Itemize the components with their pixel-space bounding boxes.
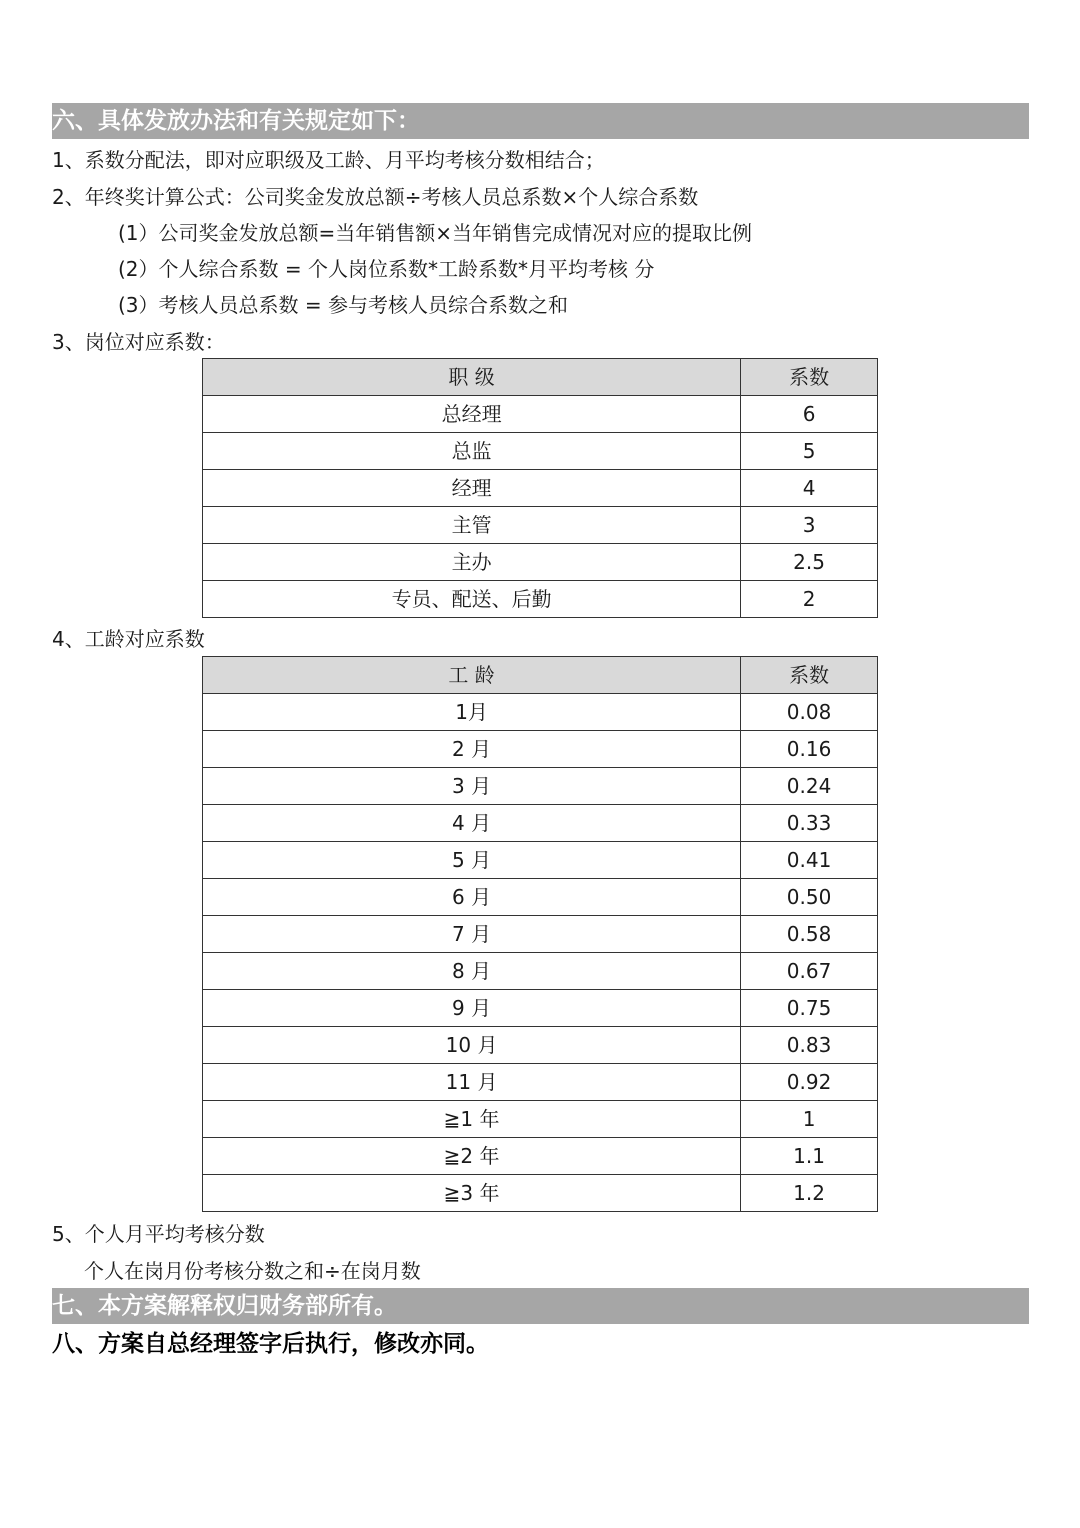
rule-item-3: 3、岗位对应系数： xyxy=(52,330,225,354)
table-row xyxy=(203,916,878,953)
row-value-cell: 0.33 xyxy=(741,805,878,842)
table-header-row xyxy=(203,657,878,694)
row-value-cell: 4 xyxy=(741,470,878,507)
row-label-cell: 3 月 xyxy=(203,768,741,805)
row-value-cell: 1.1 xyxy=(741,1138,878,1175)
row-label-cell: ≧1 年 xyxy=(203,1101,741,1138)
rule-item-5: 5、个人月平均考核分数 xyxy=(52,1222,265,1246)
table-row xyxy=(203,544,878,581)
table-header-row xyxy=(203,359,878,396)
row-label-cell: 经理 xyxy=(203,470,741,507)
row-value-cell: 6 xyxy=(741,396,878,433)
formula-sub-2: (2）个人综合系数 = 个人岗位系数*工龄系数*月平均考核 分 xyxy=(118,257,655,281)
row-label-cell: 主办 xyxy=(203,544,741,581)
seniority-coefficient-table xyxy=(202,656,878,1212)
row-value-cell: 0.58 xyxy=(741,916,878,953)
row-label-cell: 5 月 xyxy=(203,842,741,879)
row-label-cell: 主管 xyxy=(203,507,741,544)
formula-sub-1: (1）公司奖金发放总额=当年销售额×当年销售完成情况对应的提取比例 xyxy=(118,221,753,245)
row-label-cell: 1月 xyxy=(203,694,741,731)
row-label-cell: 9 月 xyxy=(203,990,741,1027)
section-7-heading: 七、本方案解释权归财务部所有。 xyxy=(52,1288,1029,1324)
row-value-cell: 0.67 xyxy=(741,953,878,990)
column-header-coefficient: 系数 xyxy=(741,657,878,694)
row-label-cell: 专员、配送、后勤 xyxy=(203,581,741,618)
column-header-position: 职 级 xyxy=(203,359,741,396)
table-row xyxy=(203,507,878,544)
table-row xyxy=(203,470,878,507)
formula-sub-3: (3）考核人员总系数 = 参与考核人员综合系数之和 xyxy=(118,293,568,317)
row-value-cell: 0.83 xyxy=(741,1027,878,1064)
rule-item-4: 4、工龄对应系数 xyxy=(52,627,205,651)
table-row xyxy=(203,953,878,990)
table-row xyxy=(203,1101,878,1138)
row-label-cell: ≧2 年 xyxy=(203,1138,741,1175)
rule-item-2: 2、年终奖计算公式：公司奖金发放总额÷考核人员总系数×个人综合系数 xyxy=(52,185,699,209)
row-value-cell: 0.08 xyxy=(741,694,878,731)
row-label-cell: 8 月 xyxy=(203,953,741,990)
table-row xyxy=(203,731,878,768)
table-row xyxy=(203,1064,878,1101)
row-label-cell: 11 月 xyxy=(203,1064,741,1101)
table-row xyxy=(203,396,878,433)
row-label-cell: 7 月 xyxy=(203,916,741,953)
column-header-coefficient: 系数 xyxy=(741,359,878,396)
table-row xyxy=(203,842,878,879)
row-label-cell: 10 月 xyxy=(203,1027,741,1064)
rule-item-1: 1、系数分配法，即对应职级及工龄、月平均考核分数相结合； xyxy=(52,148,605,172)
table-row xyxy=(203,768,878,805)
row-label-cell: 6 月 xyxy=(203,879,741,916)
column-header-seniority: 工 龄 xyxy=(203,657,741,694)
row-value-cell: 0.24 xyxy=(741,768,878,805)
table-row xyxy=(203,805,878,842)
row-value-cell: 2 xyxy=(741,581,878,618)
section-6-heading: 六、具体发放办法和有关规定如下： xyxy=(52,103,1029,139)
table-row xyxy=(203,990,878,1027)
row-value-cell: 1 xyxy=(741,1101,878,1138)
rule-item-5-detail: 个人在岗月份考核分数之和÷在岗月数 xyxy=(84,1259,421,1283)
table-row xyxy=(203,694,878,731)
row-value-cell: 2.5 xyxy=(741,544,878,581)
row-label-cell: 2 月 xyxy=(203,731,741,768)
row-value-cell: 5 xyxy=(741,433,878,470)
row-value-cell: 0.41 xyxy=(741,842,878,879)
table-row xyxy=(203,1175,878,1212)
table-row xyxy=(203,1138,878,1175)
row-value-cell: 0.50 xyxy=(741,879,878,916)
row-label-cell: ≧3 年 xyxy=(203,1175,741,1212)
row-label-cell: 4 月 xyxy=(203,805,741,842)
row-value-cell: 3 xyxy=(741,507,878,544)
position-coefficient-table xyxy=(202,358,878,618)
table-row xyxy=(203,433,878,470)
table-row xyxy=(203,1027,878,1064)
row-value-cell: 0.92 xyxy=(741,1064,878,1101)
section-8-heading: 八、方案自总经理签字后执行，修改亦同。 xyxy=(52,1331,489,1357)
table-row xyxy=(203,879,878,916)
row-value-cell: 0.75 xyxy=(741,990,878,1027)
row-value-cell: 1.2 xyxy=(741,1175,878,1212)
row-label-cell: 总经理 xyxy=(203,396,741,433)
row-label-cell: 总监 xyxy=(203,433,741,470)
table-row xyxy=(203,581,878,618)
row-value-cell: 0.16 xyxy=(741,731,878,768)
